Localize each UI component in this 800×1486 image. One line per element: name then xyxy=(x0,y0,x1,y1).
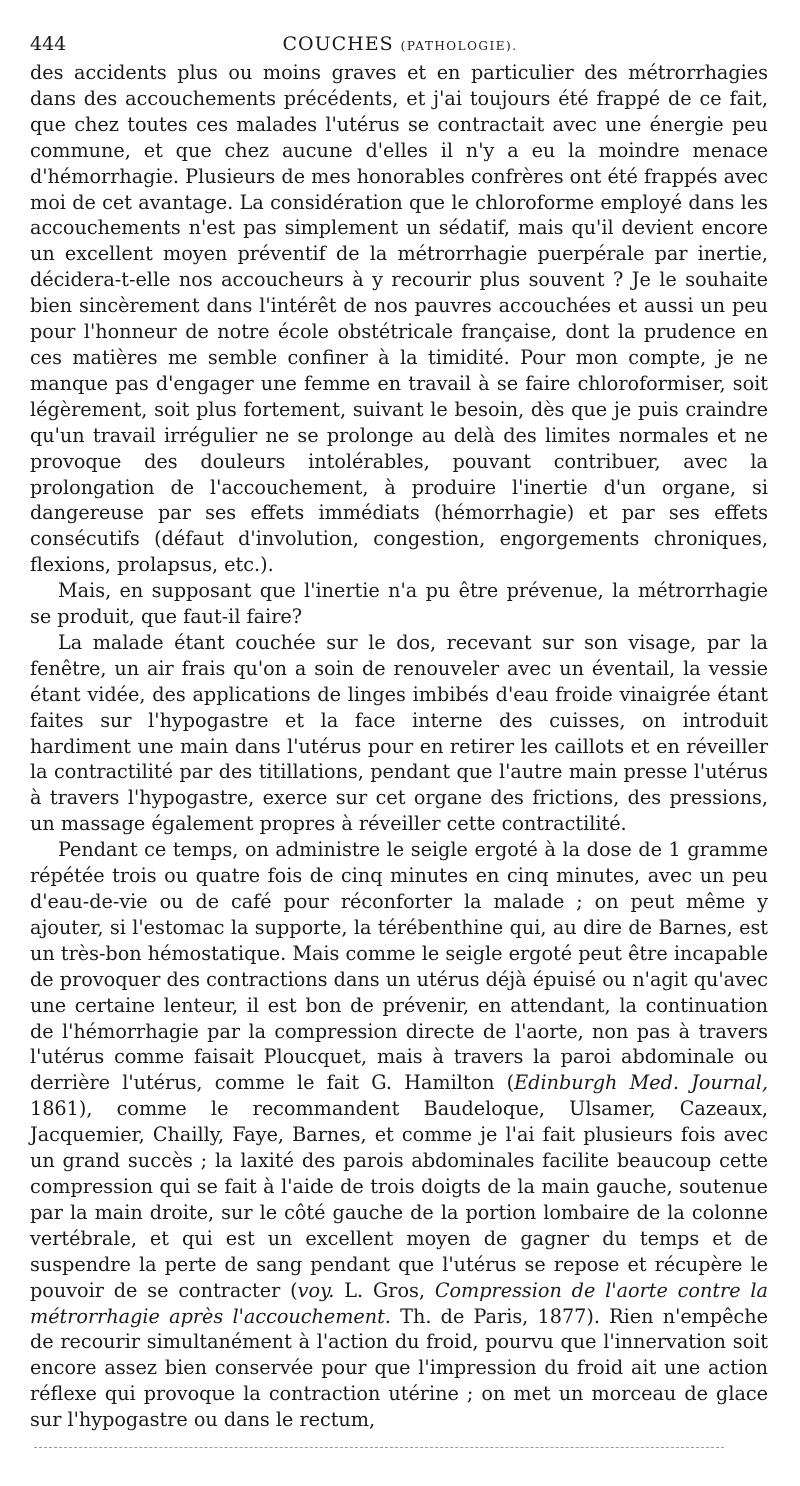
text-run: Mais, en supposant que l'inertie n'a pu être prévenue, la métrorrhagie se produit, que faut-il faire? xyxy=(30,579,768,629)
running-title-main: COUCHES xyxy=(282,33,394,55)
text-run: 1861), comme le recommandent Baudeloque, Ulsamer, Cazeaux, Jacquemier, Chailly, Faye, Barnes, et comme je l'ai fait plusieurs fois avec un grand succès ; la laxité des parois abdominales facilite beaucoup cette compression qui se fait à l'aide de trois doigts de la main gauche, soutenue par la main droite, sur le côté gauche de la portion lombaire de la colonne vertébrale, et qui est un excellent moyen de gagner du temps et de suspendre la perte de sang pendant que l'utérus se repose et récupère le pouvoir de se contracter ( xyxy=(30,1097,768,1302)
paragraph xyxy=(30,578,768,630)
paragraph xyxy=(30,630,768,837)
running-title xyxy=(30,30,770,60)
running-header xyxy=(30,30,770,58)
body-text xyxy=(30,60,768,1433)
page-number: 444 xyxy=(30,33,67,55)
running-title-section: (PATHOLOGIE). xyxy=(400,39,518,53)
text-run: L. Gros, xyxy=(334,1278,435,1302)
text-run: La malade étant couchée sur le dos, recevant sur son visage, par la fenêtre, un air frais qu'on a soin de renouveler avec un éventail, la vessie étant vidée, des applications de linges imbibés d'eau froide vinaigrée étant faites sur l'hypogastre et la face interne des cuisses, on introduit hardiment une main dans l'utérus pour en retirer les caillots et en réveiller la contractilité par des titillations, pendant que l'autre main presse l'utérus à travers l'hypogastre, exerce sur cet organe des frictions, des pressions, un massage également propres à réveiller cette contractilité. xyxy=(30,630,768,836)
text-run: des accidents plus ou moins graves et en particulier des métrorrhagies dans des accouchements précédents, et j'ai toujours été frappé de ce fait, que chez toutes ces malades l'utérus se contractait avec une énergie peu commune, et que chez aucune d'elles il n'y a eu la moindre menace d'hémorrhagie. Plusieurs de mes honorables confrères ont été frappés avec moi de cet avantage. La considération que le chloroforme employé dans les accouchements n'est pas simplement un sédatif, mais qu'il devient encore un excellent moyen préventif de la métrorrhagie puerpérale par inertie, décidera-t-elle nos accoucheurs à y recourir plus souvent ? Je le souhaite bien sincèrement dans l'intérêt de nos pauvres accouchées et aussi un peu pour l'honneur de notre école obstétricale française, dont la prudence en ces matières me semble confiner à la timidité. Pour mon compte, je ne manque pas d'engager une femme en travail à se faire chloroformiser, soit légèrement, soit plus fortement, suivant le besoin, dès que je puis craindre qu'un travail irrégulier ne se prolonge au delà des limites normales et ne provoque des douleurs intolérables, pouvant contribuer, avec la prolongation de l'accouchement, à produire l'inertie d'un organe, si dangereuse par ses effets immédiats (hémorrhagie) et par ses effets consécutifs (défaut d'involution, congestion, engorgements chroniques, flexions, prolapsus, etc.). xyxy=(30,61,768,577)
citation-italic: Edinburgh Med. Journal, xyxy=(514,1071,769,1095)
citation-italic: Compression de l'aorte contre la métrorrhagie après l'accouchement. xyxy=(30,1278,768,1328)
text-run: Pendant ce temps, on administre le seigle ergoté à la dose de 1 gramme répétée trois ou quatre fois de cinq minutes en cinq minutes, avec un peu d'eau-de-vie ou de café pour réconforter la malade ; on peut même y ajouter, si l'estomac la supporte, la térébenthine qui, au dire de Barnes, est un très-bon hémostatique. Mais comme le seigle ergoté peut être incapable de provoquer des contractions dans un utérus déjà épuisé ou n'agit qu'avec une certaine lenteur, il est bon de prévenir, en attendant, la continuation de l'hémorrhagie par la compression directe de l'aorte, non pas à travers l'utérus comme faisait Ploucquet, mais à travers la paroi abdominale ou derrière l'utérus, comme le fait G. Hamilton ( xyxy=(30,838,768,1095)
footer-rule xyxy=(34,1447,724,1448)
paragraph xyxy=(30,837,768,1433)
paragraph xyxy=(30,60,768,578)
text-run: Th. de Paris, 1877). Rien n'empêche de recourir simultanément à l'action du froid, pourvu que l'innervation soit encore assez bien conservée pour que l'impression du froid ait une action réflexe qui provoque la contraction utérine ; on met un morceau de glace sur l'hypogastre ou dans le rectum, xyxy=(30,1304,768,1432)
citation-italic: voy. xyxy=(297,1278,335,1302)
